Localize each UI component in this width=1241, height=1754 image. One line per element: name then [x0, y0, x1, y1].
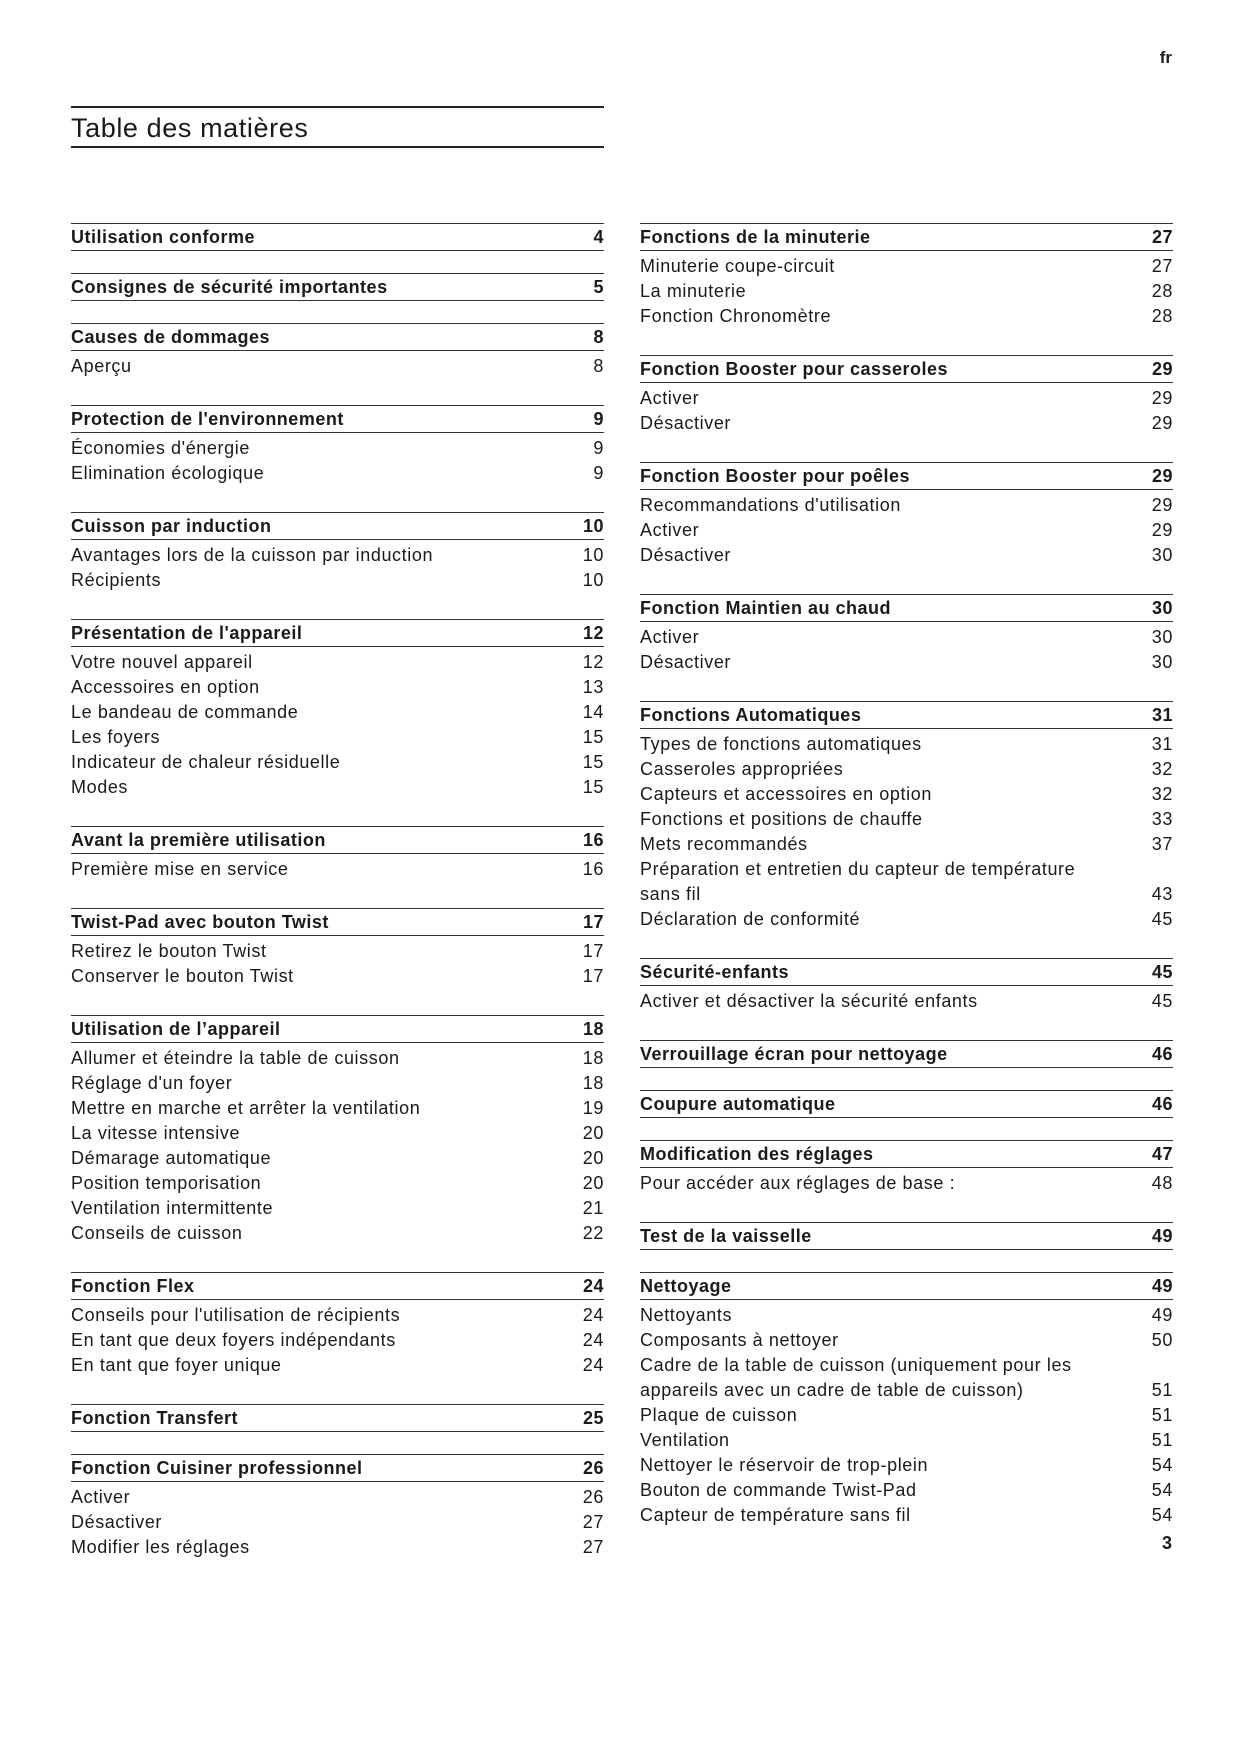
- toc-section-heading[interactable]: [71, 826, 604, 854]
- entry-page: 18: [582, 1073, 604, 1093]
- entry-label: La minuterie: [640, 281, 747, 301]
- toc-section: [640, 701, 1173, 932]
- toc-entry[interactable]: [640, 650, 1173, 675]
- toc-section-heading[interactable]: [71, 1015, 604, 1043]
- section-page: 45: [1151, 962, 1173, 982]
- entry-page: 27: [582, 1537, 604, 1557]
- entry-page: 18: [582, 1048, 604, 1068]
- toc-entry[interactable]: [640, 518, 1173, 543]
- entry-label: Économies d'énergie: [71, 438, 250, 458]
- section-title: Protection de l'environnement: [71, 409, 344, 429]
- section-title: Modification des réglages: [640, 1144, 874, 1164]
- toc-section-heading[interactable]: [71, 405, 604, 433]
- entry-label: Désactiver: [640, 413, 732, 433]
- entry-page: 30: [1151, 627, 1173, 647]
- page-title: Table des matières: [71, 113, 309, 143]
- toc-section-heading[interactable]: [640, 701, 1173, 729]
- entry-label: Plaque de cuisson: [640, 1405, 798, 1425]
- section-title: Présentation de l'appareil: [71, 623, 303, 643]
- entry-label: Pour accéder aux réglages de base :: [640, 1173, 956, 1193]
- entry-label: Recommandations d'utilisation: [640, 495, 901, 515]
- entry-page: 12: [582, 652, 604, 672]
- section-page: 27: [1151, 227, 1173, 247]
- toc-entry[interactable]: [640, 857, 1173, 907]
- toc-entry-list: [640, 490, 1173, 568]
- section-title: Sécurité-enfants: [640, 962, 790, 982]
- toc-section: [71, 223, 604, 251]
- entry-page: 9: [593, 463, 604, 483]
- section-page: 49: [1151, 1276, 1173, 1296]
- toc-entry[interactable]: [640, 1328, 1173, 1353]
- toc-section: [71, 323, 604, 379]
- toc-section: [640, 1090, 1173, 1118]
- toc-section: [640, 223, 1173, 329]
- toc-entry[interactable]: [640, 304, 1173, 329]
- toc-section-heading[interactable]: [640, 355, 1173, 383]
- toc-entry[interactable]: [71, 1221, 604, 1246]
- toc-entry[interactable]: [71, 568, 604, 593]
- entry-page: 29: [1151, 520, 1173, 540]
- entry-label: Activer et désactiver la sécurité enfants: [640, 991, 978, 1011]
- section-page: 46: [1151, 1094, 1173, 1114]
- toc-entry-list: [71, 1300, 604, 1378]
- toc-entry[interactable]: [640, 1303, 1173, 1328]
- toc-entry-list: [71, 433, 604, 486]
- entry-label: La vitesse intensive: [71, 1123, 241, 1143]
- section-title: Fonction Transfert: [71, 1408, 239, 1428]
- entry-label: Modifier les réglages: [71, 1537, 250, 1557]
- entry-label: Fonction Chronomètre: [640, 306, 832, 326]
- section-page: 17: [582, 912, 604, 932]
- toc-section-heading[interactable]: [640, 1272, 1173, 1300]
- toc-entry[interactable]: [71, 1121, 604, 1146]
- entry-page: 20: [582, 1173, 604, 1193]
- section-title: Avant la première utilisation: [71, 830, 326, 850]
- toc-section: [640, 1140, 1173, 1196]
- entry-label: Désactiver: [640, 545, 732, 565]
- toc-section: [71, 908, 604, 989]
- entry-page: 32: [1151, 759, 1173, 779]
- entry-page: 30: [1151, 652, 1173, 672]
- toc-entry-list: [71, 540, 604, 593]
- entry-label: Réglage d'un foyer: [71, 1073, 233, 1093]
- toc-section: [640, 1040, 1173, 1068]
- entry-page: 32: [1151, 784, 1173, 804]
- entry-page: 13: [582, 677, 604, 697]
- toc-section: [71, 619, 604, 800]
- entry-label: Elimination écologique: [71, 463, 265, 483]
- page-number: 3: [1161, 1533, 1172, 1553]
- entry-label: Casseroles appropriées: [640, 759, 844, 779]
- entry-label: Nettoyants: [640, 1305, 733, 1325]
- toc-entry[interactable]: [71, 1171, 604, 1196]
- toc-entry[interactable]: [71, 1328, 604, 1353]
- toc-entry-list: [640, 1300, 1173, 1528]
- section-title: Consignes de sécurité importantes: [71, 277, 388, 297]
- toc-entry[interactable]: [71, 775, 604, 800]
- toc-entry[interactable]: [640, 807, 1173, 832]
- entry-label: Avantages lors de la cuisson par induction: [71, 545, 434, 565]
- toc-entry-list: [71, 854, 604, 882]
- section-title: Nettoyage: [640, 1276, 732, 1296]
- entry-label: En tant que foyer unique: [71, 1355, 282, 1375]
- entry-page: 51: [1151, 1380, 1173, 1400]
- entry-page: 33: [1151, 809, 1173, 829]
- entry-label: Fonctions et positions de chauffe: [640, 809, 923, 829]
- entry-label: Activer: [640, 520, 700, 540]
- entry-label: Accessoires en option: [71, 677, 260, 697]
- toc-entry[interactable]: [640, 625, 1173, 650]
- toc-section: [640, 462, 1173, 568]
- entry-label: Types de fonctions automatiques: [640, 734, 922, 754]
- toc-entry-list: [71, 647, 604, 800]
- toc-entry[interactable]: [640, 543, 1173, 568]
- toc-entry[interactable]: [640, 1453, 1173, 1478]
- section-title: Fonction Flex: [71, 1276, 195, 1296]
- toc-entry-list: [640, 1168, 1173, 1196]
- toc-section-heading[interactable]: [640, 1140, 1173, 1168]
- toc-entry[interactable]: [640, 1353, 1173, 1403]
- entry-label: Préparation et entretien du capteur de température sans fil: [640, 859, 1076, 904]
- entry-label: Mettre en marche et arrêter la ventilation: [71, 1098, 421, 1118]
- entry-label: Le bandeau de commande: [71, 702, 299, 722]
- entry-label: Indicateur de chaleur résiduelle: [71, 752, 341, 772]
- toc-section: [640, 1222, 1173, 1250]
- section-page: 30: [1151, 598, 1173, 618]
- section-page: 16: [582, 830, 604, 850]
- entry-label: Déclaration de conformité: [640, 909, 861, 929]
- toc-entry[interactable]: [71, 1510, 604, 1535]
- entry-page: 27: [1151, 256, 1173, 276]
- entry-label: Retirez le bouton Twist: [71, 941, 267, 961]
- entry-label: Première mise en service: [71, 859, 289, 879]
- entry-page: 48: [1151, 1173, 1173, 1193]
- entry-page: 29: [1151, 495, 1173, 515]
- section-page: 31: [1151, 705, 1173, 725]
- toc-entry[interactable]: [71, 1096, 604, 1121]
- entry-label: Activer: [71, 1487, 131, 1507]
- toc-section-heading[interactable]: [71, 512, 604, 540]
- section-title: Test de la vaisselle: [640, 1226, 812, 1246]
- section-title: Fonction Booster pour poêles: [640, 466, 911, 486]
- entry-label: Nettoyer le réservoir de trop-plein: [640, 1455, 929, 1475]
- toc-entry[interactable]: [71, 750, 604, 775]
- section-title: Fonction Maintien au chaud: [640, 598, 891, 618]
- toc-section: [71, 512, 604, 593]
- toc-entry[interactable]: [640, 907, 1173, 932]
- toc-entry[interactable]: [71, 1071, 604, 1096]
- section-title: Verrouillage écran pour nettoyage: [640, 1044, 948, 1064]
- toc-entry[interactable]: [71, 1353, 604, 1378]
- toc-section-heading[interactable]: [71, 323, 604, 351]
- entry-page: 37: [1151, 834, 1173, 854]
- toc-entry[interactable]: [71, 461, 604, 486]
- toc-entry[interactable]: [71, 1303, 604, 1328]
- entry-page: 17: [582, 941, 604, 961]
- section-page: 8: [593, 327, 604, 347]
- entry-page: 54: [1151, 1480, 1173, 1500]
- entry-page: 45: [1151, 909, 1173, 929]
- entry-page: 30: [1151, 545, 1173, 565]
- entry-page: 10: [582, 570, 604, 590]
- section-title: Fonction Cuisiner professionnel: [71, 1458, 363, 1478]
- entry-label: Cadre de la table de cuisson (uniquement pour les appareils avec un cadre de table de cuisson): [640, 1355, 1072, 1400]
- toc-entry[interactable]: [640, 1503, 1173, 1528]
- toc-section-heading[interactable]: [71, 1454, 604, 1482]
- toc-entry-list: [640, 729, 1173, 932]
- section-title: Coupure automatique: [640, 1094, 836, 1114]
- entry-page: 20: [582, 1148, 604, 1168]
- entry-page: 51: [1151, 1430, 1173, 1450]
- entry-page: 29: [1151, 388, 1173, 408]
- entry-page: 15: [582, 727, 604, 747]
- section-page: 26: [582, 1458, 604, 1478]
- toc-entry[interactable]: [640, 1428, 1173, 1453]
- toc-entry[interactable]: [640, 832, 1173, 857]
- toc-entry[interactable]: [71, 1196, 604, 1221]
- entry-label: Composants à nettoyer: [640, 1330, 839, 1350]
- toc-section: [640, 594, 1173, 675]
- toc-section-heading[interactable]: [71, 1272, 604, 1300]
- entry-page: 49: [1151, 1305, 1173, 1325]
- toc-right-column: [640, 223, 1173, 1554]
- entry-page: 16: [582, 859, 604, 879]
- entry-label: Conseils de cuisson: [71, 1223, 243, 1243]
- entry-label: En tant que deux foyers indépendants: [71, 1330, 396, 1350]
- entry-page: 54: [1151, 1505, 1173, 1525]
- entry-page: 20: [582, 1123, 604, 1143]
- entry-page: 19: [582, 1098, 604, 1118]
- entry-page: 50: [1151, 1330, 1173, 1350]
- section-title: Utilisation conforme: [71, 227, 256, 247]
- toc-section: [71, 1015, 604, 1246]
- entry-page: 31: [1151, 734, 1173, 754]
- toc-entry-list: [640, 986, 1173, 1014]
- entry-page: 22: [582, 1223, 604, 1243]
- entry-page: 24: [582, 1305, 604, 1325]
- toc-entry[interactable]: [71, 725, 604, 750]
- entry-label: Récipients: [71, 570, 162, 590]
- toc-section-heading[interactable]: [640, 594, 1173, 622]
- toc-section: [640, 1272, 1173, 1528]
- toc-section: [71, 1404, 604, 1432]
- toc-entry-list: [71, 936, 604, 989]
- toc-section-heading[interactable]: [71, 619, 604, 647]
- section-page: 29: [1151, 466, 1173, 486]
- toc-section-heading[interactable]: [640, 1040, 1173, 1068]
- toc-entry[interactable]: [640, 782, 1173, 807]
- toc-entry-list: [71, 1482, 604, 1560]
- toc-section: [640, 355, 1173, 436]
- entry-page: 21: [582, 1198, 604, 1218]
- entry-label: Allumer et éteindre la table de cuisson: [71, 1048, 400, 1068]
- toc-entry[interactable]: [640, 1403, 1173, 1428]
- section-title: Twist-Pad avec bouton Twist: [71, 912, 329, 932]
- toc-entry[interactable]: [71, 700, 604, 725]
- toc-entry[interactable]: [71, 354, 604, 379]
- entry-page: 29: [1151, 413, 1173, 433]
- toc-entry[interactable]: [640, 1478, 1173, 1503]
- toc-section: [71, 1272, 604, 1378]
- entry-page: 15: [582, 777, 604, 797]
- entry-page: 28: [1151, 306, 1173, 326]
- section-title: Utilisation de l’appareil: [71, 1019, 281, 1039]
- toc-entry[interactable]: [71, 1535, 604, 1560]
- toc-entry[interactable]: [640, 1171, 1173, 1196]
- toc-entry[interactable]: [71, 650, 604, 675]
- toc-entry[interactable]: [71, 675, 604, 700]
- entry-label: Mets recommandés: [640, 834, 808, 854]
- entry-page: 8: [593, 356, 604, 376]
- section-title: Fonctions Automatiques: [640, 705, 862, 725]
- toc-section: [71, 273, 604, 301]
- entry-label: Capteurs et accessoires en option: [640, 784, 932, 804]
- toc-entry[interactable]: [71, 436, 604, 461]
- section-title: Cuisson par induction: [71, 516, 272, 536]
- toc-entry-list: [640, 251, 1173, 329]
- entry-label: Activer: [640, 388, 700, 408]
- toc-section-heading[interactable]: [640, 1090, 1173, 1118]
- section-page: 10: [582, 516, 604, 536]
- toc-entry[interactable]: [640, 493, 1173, 518]
- entry-label: Conseils pour l'utilisation de récipients: [71, 1305, 401, 1325]
- toc-entry-list: [640, 383, 1173, 436]
- section-page: 29: [1151, 359, 1173, 379]
- toc-entry[interactable]: [71, 964, 604, 989]
- toc-entry[interactable]: [640, 989, 1173, 1014]
- toc-left-column: [71, 223, 604, 1586]
- section-page: 24: [582, 1276, 604, 1296]
- toc-title-block: [71, 106, 604, 148]
- toc-entry-list: [71, 351, 604, 379]
- toc-entry[interactable]: [71, 543, 604, 568]
- entry-label: Désactiver: [640, 652, 732, 672]
- toc-section: [71, 826, 604, 882]
- toc-section-heading[interactable]: [640, 223, 1173, 251]
- toc-section: [71, 405, 604, 486]
- entry-label: Bouton de commande Twist-Pad: [640, 1480, 917, 1500]
- section-page: 25: [582, 1408, 604, 1428]
- toc-section: [71, 1454, 604, 1560]
- entry-label: Position temporisation: [71, 1173, 262, 1193]
- toc-entry-list: [71, 1043, 604, 1246]
- section-page: 46: [1151, 1044, 1173, 1064]
- entry-label: Conserver le bouton Twist: [71, 966, 294, 986]
- entry-label: Désactiver: [71, 1512, 163, 1532]
- entry-page: 26: [582, 1487, 604, 1507]
- entry-page: 10: [582, 545, 604, 565]
- entry-page: 24: [582, 1330, 604, 1350]
- entry-label: Activer: [640, 627, 700, 647]
- section-title: Causes de dommages: [71, 327, 271, 347]
- section-page: 47: [1151, 1144, 1173, 1164]
- toc-section-heading[interactable]: [640, 958, 1173, 986]
- section-title: Fonctions de la minuterie: [640, 227, 871, 247]
- section-page: 49: [1151, 1226, 1173, 1246]
- entry-page: 28: [1151, 281, 1173, 301]
- toc-entry[interactable]: [640, 411, 1173, 436]
- section-page: 5: [593, 277, 604, 297]
- entry-page: 27: [582, 1512, 604, 1532]
- toc-section-heading[interactable]: [71, 908, 604, 936]
- entry-label: Les foyers: [71, 727, 161, 747]
- toc-entry[interactable]: [640, 279, 1173, 304]
- toc-entry-list: [640, 622, 1173, 675]
- toc-entry[interactable]: [640, 757, 1173, 782]
- entry-page: 54: [1151, 1455, 1173, 1475]
- toc-section-heading[interactable]: [640, 462, 1173, 490]
- entry-label: Aperçu: [71, 356, 132, 376]
- entry-label: Ventilation: [640, 1430, 730, 1450]
- toc-entry[interactable]: [640, 254, 1173, 279]
- entry-page: 17: [582, 966, 604, 986]
- section-page: 4: [593, 227, 604, 247]
- toc-entry[interactable]: [71, 939, 604, 964]
- section-title: Fonction Booster pour casseroles: [640, 359, 949, 379]
- entry-page: 24: [582, 1355, 604, 1375]
- toc-entry[interactable]: [71, 1046, 604, 1071]
- entry-label: Minuterie coupe-circuit: [640, 256, 835, 276]
- language-code: fr: [1159, 48, 1172, 67]
- entry-label: Modes: [71, 777, 129, 797]
- entry-page: 14: [582, 702, 604, 722]
- toc-section: [640, 958, 1173, 1014]
- entry-label: Votre nouvel appareil: [71, 652, 253, 672]
- section-page: 9: [593, 409, 604, 429]
- toc-entry[interactable]: [71, 1146, 604, 1171]
- toc-section-heading[interactable]: [71, 273, 604, 301]
- entry-label: Ventilation intermittente: [71, 1198, 274, 1218]
- toc-section-heading[interactable]: [71, 223, 604, 251]
- toc-section-heading[interactable]: [640, 1222, 1173, 1250]
- section-page: 12: [582, 623, 604, 643]
- toc-entry[interactable]: [640, 732, 1173, 757]
- toc-entry[interactable]: [71, 1485, 604, 1510]
- entry-page: 43: [1151, 884, 1173, 904]
- toc-entry[interactable]: [640, 386, 1173, 411]
- entry-label: Capteur de température sans fil: [640, 1505, 911, 1525]
- section-page: 18: [582, 1019, 604, 1039]
- entry-page: 45: [1151, 991, 1173, 1011]
- toc-entry[interactable]: [71, 857, 604, 882]
- entry-page: 15: [582, 752, 604, 772]
- toc-section-heading[interactable]: [71, 1404, 604, 1432]
- entry-page: 9: [593, 438, 604, 458]
- entry-label: Démarage automatique: [71, 1148, 272, 1168]
- entry-page: 51: [1151, 1405, 1173, 1425]
